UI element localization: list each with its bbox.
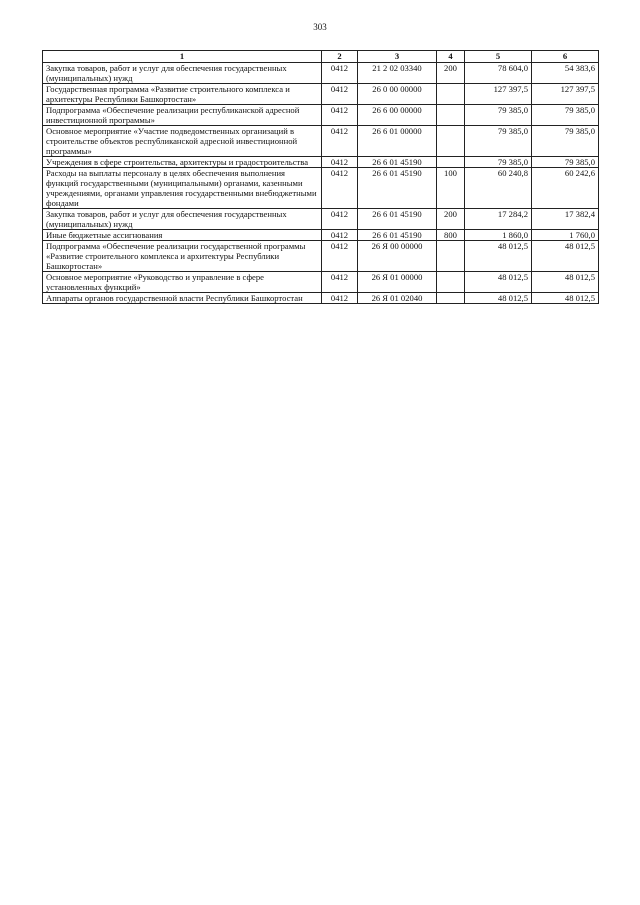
table-row [43, 230, 599, 241]
row-expense-type [437, 105, 465, 126]
table-row [43, 293, 599, 304]
row-section: 0412 [322, 230, 358, 241]
row-section: 0412 [322, 63, 358, 84]
row-expense-type [437, 272, 465, 293]
header-cell: 2 [322, 51, 358, 63]
table-row [43, 63, 599, 84]
row-amount-1: 1 860,0 [465, 230, 532, 241]
row-name: Основное мероприятие «Участие подведомственных организаций в строительстве объектов республиканской адресной инвестиционной программы» [43, 126, 322, 157]
row-amount-2: 79 385,0 [532, 126, 599, 157]
row-amount-2: 79 385,0 [532, 105, 599, 126]
row-amount-1: 79 385,0 [465, 105, 532, 126]
row-amount-1: 48 012,5 [465, 272, 532, 293]
header-cell: 5 [465, 51, 532, 63]
row-name: Подпрограмма «Обеспечение реализации государственной программы «Развитие строительного комплекса и архитектуры Республики Башкортостан» [43, 241, 322, 272]
row-expense-type: 200 [437, 63, 465, 84]
row-amount-2: 1 760,0 [532, 230, 599, 241]
row-target-article: 26 Я 00 00000 [358, 241, 437, 272]
row-amount-2: 48 012,5 [532, 272, 599, 293]
header-cell: 4 [437, 51, 465, 63]
row-amount-1: 79 385,0 [465, 126, 532, 157]
row-section: 0412 [322, 272, 358, 293]
row-expense-type: 200 [437, 209, 465, 230]
row-target-article: 26 6 01 45190 [358, 168, 437, 209]
table-row [43, 157, 599, 168]
row-section: 0412 [322, 157, 358, 168]
row-section: 0412 [322, 126, 358, 157]
row-target-article: 26 6 00 00000 [358, 105, 437, 126]
page-number: 303 [313, 22, 327, 32]
row-target-article: 26 Я 01 02040 [358, 293, 437, 304]
row-amount-1: 48 012,5 [465, 293, 532, 304]
table-row [43, 241, 599, 272]
row-section: 0412 [322, 241, 358, 272]
row-target-article: 26 6 01 00000 [358, 126, 437, 157]
header-cell: 3 [358, 51, 437, 63]
row-section: 0412 [322, 84, 358, 105]
row-expense-type [437, 241, 465, 272]
row-amount-1: 60 240,8 [465, 168, 532, 209]
row-amount-2: 48 012,5 [532, 241, 599, 272]
row-amount-2: 54 383,6 [532, 63, 599, 84]
table-row [43, 105, 599, 126]
header-cell: 6 [532, 51, 599, 63]
row-name: Иные бюджетные ассигнования [43, 230, 322, 241]
row-target-article: 26 Я 01 00000 [358, 272, 437, 293]
table-row [43, 126, 599, 157]
table-row [43, 272, 599, 293]
row-section: 0412 [322, 105, 358, 126]
row-amount-1: 17 284,2 [465, 209, 532, 230]
row-amount-2: 17 382,4 [532, 209, 599, 230]
row-amount-1: 48 012,5 [465, 241, 532, 272]
row-name: Расходы на выплаты персоналу в целях обеспечения выполнения функций государственными (муниципальными) органами, казенными учреждениями, органами управления государственными внебюджетными фондами [43, 168, 322, 209]
row-target-article: 26 6 01 45190 [358, 209, 437, 230]
row-amount-1: 127 397,5 [465, 84, 532, 105]
row-amount-1: 78 604,0 [465, 63, 532, 84]
row-expense-type [437, 293, 465, 304]
row-target-article: 21 2 02 03340 [358, 63, 437, 84]
row-amount-2: 60 242,6 [532, 168, 599, 209]
row-name: Закупка товаров, работ и услуг для обеспечения государственных (муниципальных) нужд [43, 209, 322, 230]
row-amount-2: 48 012,5 [532, 293, 599, 304]
row-expense-type [437, 157, 465, 168]
row-amount-1: 79 385,0 [465, 157, 532, 168]
table-row [43, 168, 599, 209]
row-name: Аппараты органов государственной власти Республики Башкортостан [43, 293, 322, 304]
row-amount-2: 79 385,0 [532, 157, 599, 168]
row-name: Государственная программа «Развитие строительного комплекса и архитектуры Республики Башкортостан» [43, 84, 322, 105]
row-target-article: 26 0 00 00000 [358, 84, 437, 105]
table-row [43, 84, 599, 105]
budget-table [42, 50, 599, 304]
row-expense-type: 100 [437, 168, 465, 209]
row-target-article: 26 6 01 45190 [358, 230, 437, 241]
row-target-article: 26 6 01 45190 [358, 157, 437, 168]
row-section: 0412 [322, 293, 358, 304]
row-expense-type [437, 126, 465, 157]
row-amount-2: 127 397,5 [532, 84, 599, 105]
row-name: Основное мероприятие «Руководство и управление в сфере установленных функций» [43, 272, 322, 293]
row-name: Учреждения в сфере строительства, архитектуры и градостроительства [43, 157, 322, 168]
table-row [43, 209, 599, 230]
row-expense-type: 800 [437, 230, 465, 241]
row-expense-type [437, 84, 465, 105]
header-cell: 1 [43, 51, 322, 63]
row-section: 0412 [322, 168, 358, 209]
row-name: Подпрограмма «Обеспечение реализации республиканской адресной инвестиционной программы» [43, 105, 322, 126]
row-name: Закупка товаров, работ и услуг для обеспечения государственных (муниципальных) нужд [43, 63, 322, 84]
table-header-row [43, 51, 599, 63]
row-section: 0412 [322, 209, 358, 230]
